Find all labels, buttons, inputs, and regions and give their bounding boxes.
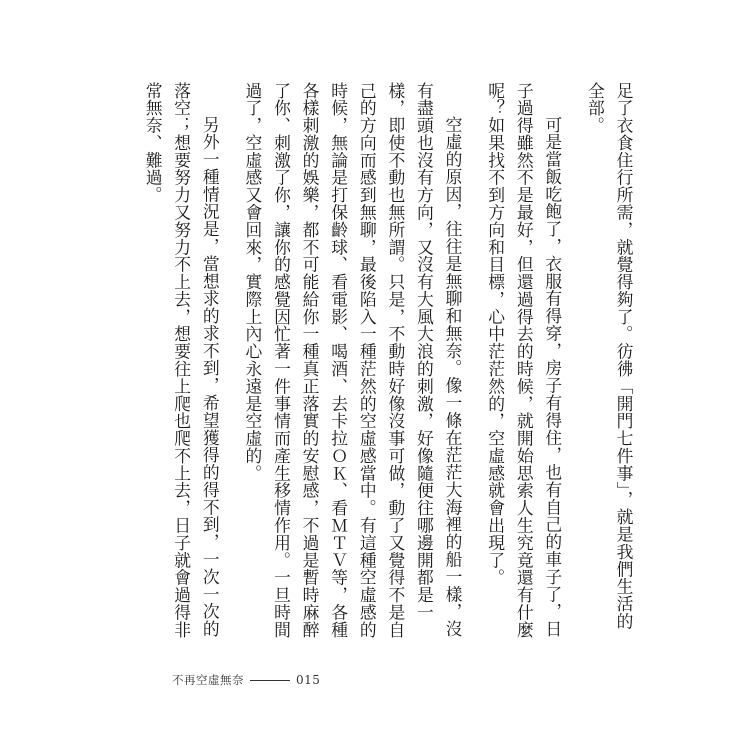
paragraph-1: 足了衣食住行所需，就覺得夠了。彷彿「開門七件事」，就是我們生活的全部。 xyxy=(585,82,634,631)
page-footer xyxy=(172,672,320,688)
paragraph-4: 另外一種情況是，當想求的求不到，希望獲得的得不到，一次一次的落空；想要努力又努力不上去，想要往上爬也爬不上去，日子就會過得非常無奈、難過。 xyxy=(143,82,221,639)
running-title: 不再空虛無奈 xyxy=(172,673,244,687)
paragraph-gap xyxy=(467,82,481,642)
paragraph-2: 可是當飯吃飽了，衣服有得穿，房子有得住，也有自己的車子了，日子過得雖然不是最好，但還過得去的時候，就開始思索人生究竟還有什麼呢？如果找不到方向和目標，心中茫茫然的，空虛感就會出現了。 xyxy=(485,82,563,639)
paragraph-gap xyxy=(224,82,238,642)
paragraph-3: 空虛的原因，往往是無聊和無奈。像一條在茫茫大海裡的船一樣，沒有盡頭也沒有方向，又沒有大風大浪的刺激，好像隨便往哪邊開都是一樣，即使不動也無所謂。只是，不動時好像沒事可做，動了又覺得不是自己的方向而感到無聊，最後陷入一種茫然的空虛感當中。有這種空虛感的時候，無論是打保齡球、看電影、喝酒、去卡拉ＯＫ、看ＭＴＶ等，各種各樣刺激的娛樂，都不可能給你一種真正落實的安慰感，不過是暫時麻醉了你、刺激了你，讓你的感覺因忙著一件事情而產生移情作用。一旦時間過了，空虛感又會回來，實際上內心永遠是空虛的。 xyxy=(242,82,464,639)
paragraph-gap xyxy=(567,82,581,642)
vertical-text-body xyxy=(139,82,639,642)
page-number: 015 xyxy=(296,673,321,687)
footer-rule xyxy=(250,680,290,681)
